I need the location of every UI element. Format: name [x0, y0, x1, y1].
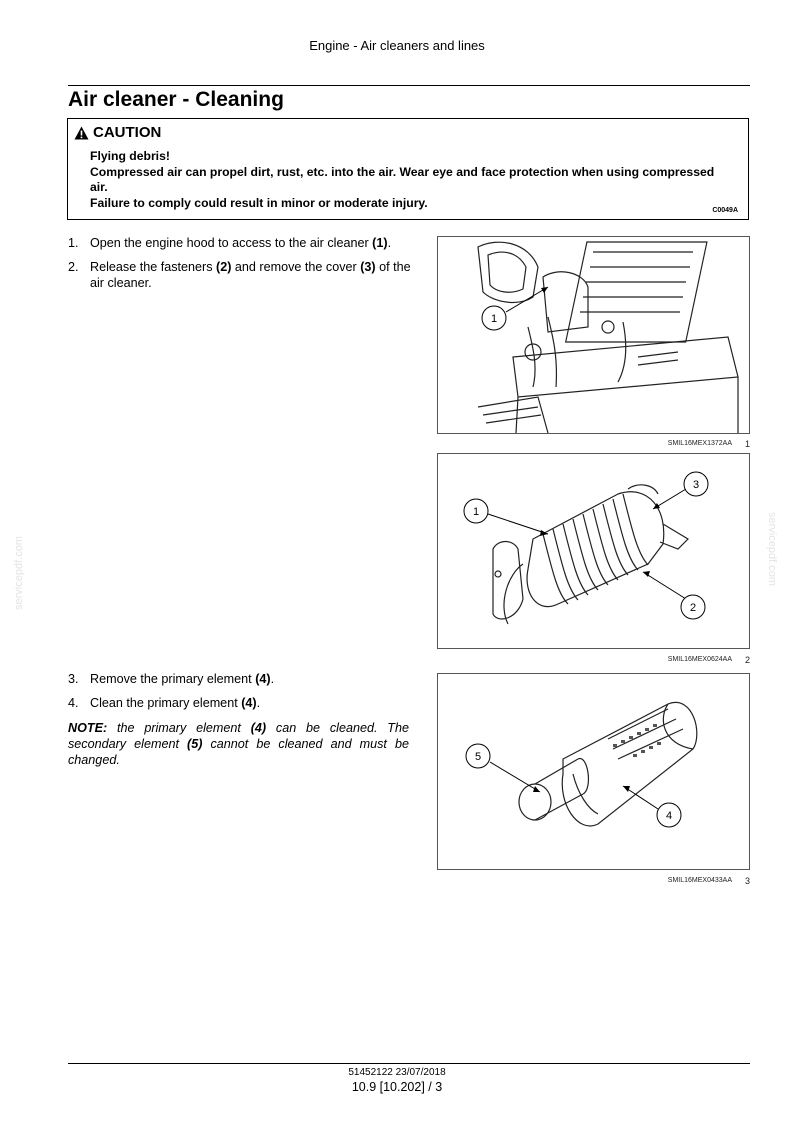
step-item — [68, 235, 413, 251]
figure-code: SMIL16MEX0624AA — [667, 656, 732, 663]
figure-number: 3 — [744, 876, 750, 886]
caution-line-2: Compressed air can propel dirt, rust, etc. into the air. Wear eye and face protection when using compressed air. — [90, 164, 715, 194]
note-label: NOTE: — [68, 721, 108, 735]
engine-illustration — [438, 237, 749, 433]
step-text: . — [256, 696, 261, 710]
running-header: Engine - Air cleaners and lines — [309, 38, 485, 53]
step-number: 1. — [68, 236, 79, 250]
warning-triangle-icon — [74, 126, 89, 140]
callout-label: 4 — [665, 810, 673, 822]
figure-engine-compartment — [437, 236, 750, 434]
footer-page-number: 10.9 [10.202] / 3 — [351, 1080, 443, 1094]
caution-line-3: Failure to comply could result in minor or moderate injury. — [90, 195, 428, 210]
note-paragraph — [68, 720, 409, 768]
figure-code: SMIL16MEX1372AA — [667, 440, 732, 447]
step-item — [68, 671, 413, 687]
figure-number: 2 — [744, 655, 750, 665]
watermark-left: servicepdf.com — [13, 536, 25, 610]
watermark-right: servicepdf.com — [766, 512, 778, 586]
step-text: of the air cleaner. — [90, 260, 411, 290]
step-ref: (1) — [372, 236, 388, 250]
note-ref: (5) — [187, 737, 203, 751]
callout-label: 1 — [490, 313, 498, 325]
caution-line-1: Flying debris! — [90, 149, 170, 163]
step-text: . — [270, 672, 275, 686]
step-number: 3. — [68, 672, 79, 686]
filter-elements-illustration — [438, 674, 749, 869]
caution-body — [90, 149, 735, 211]
figure-number: 1 — [744, 439, 750, 449]
step-text: . — [387, 236, 392, 250]
figure-filter-elements — [437, 673, 750, 870]
step-text: Remove the primary element — [90, 672, 256, 686]
step-text: Open the engine hood to access to the air cleaner — [90, 236, 373, 250]
step-item — [68, 695, 413, 711]
step-text: and remove the cover — [231, 260, 361, 274]
step-text: Release the fasteners — [90, 260, 217, 274]
steps-list-1 — [68, 235, 413, 299]
caution-heading — [74, 124, 161, 141]
title-rule — [68, 85, 750, 86]
caution-label: CAUTION — [93, 124, 162, 141]
step-ref: (4) — [255, 672, 271, 686]
note-ref: (4) — [250, 721, 267, 735]
caution-box — [67, 118, 749, 220]
caution-code: C0049A — [712, 207, 738, 214]
callout-label: 3 — [692, 479, 700, 491]
step-number: 4. — [68, 696, 79, 710]
figure-air-cleaner — [437, 453, 750, 649]
figure-code: SMIL16MEX0433AA — [667, 877, 732, 884]
callout-label: 5 — [474, 751, 482, 763]
callout-label: 1 — [472, 506, 480, 518]
note-text: cannot be cleaned and must be changed. — [68, 737, 409, 767]
note-text: can be cleaned. The secondary element — [68, 721, 409, 751]
step-ref: (3) — [360, 260, 376, 274]
note-text: the primary element — [107, 721, 251, 735]
steps-list-2 — [68, 671, 413, 719]
footer-rule — [68, 1063, 750, 1064]
callout-label: 2 — [689, 602, 697, 614]
page-title: Air cleaner - Cleaning — [68, 88, 284, 111]
step-item — [68, 259, 413, 291]
footer-doc-info: 51452122 23/07/2018 — [348, 1067, 446, 1078]
air-cleaner-illustration — [438, 454, 749, 648]
step-number: 2. — [68, 260, 79, 274]
step-text: Clean the primary element — [90, 696, 242, 710]
step-ref: (2) — [216, 260, 232, 274]
step-ref: (4) — [241, 696, 257, 710]
